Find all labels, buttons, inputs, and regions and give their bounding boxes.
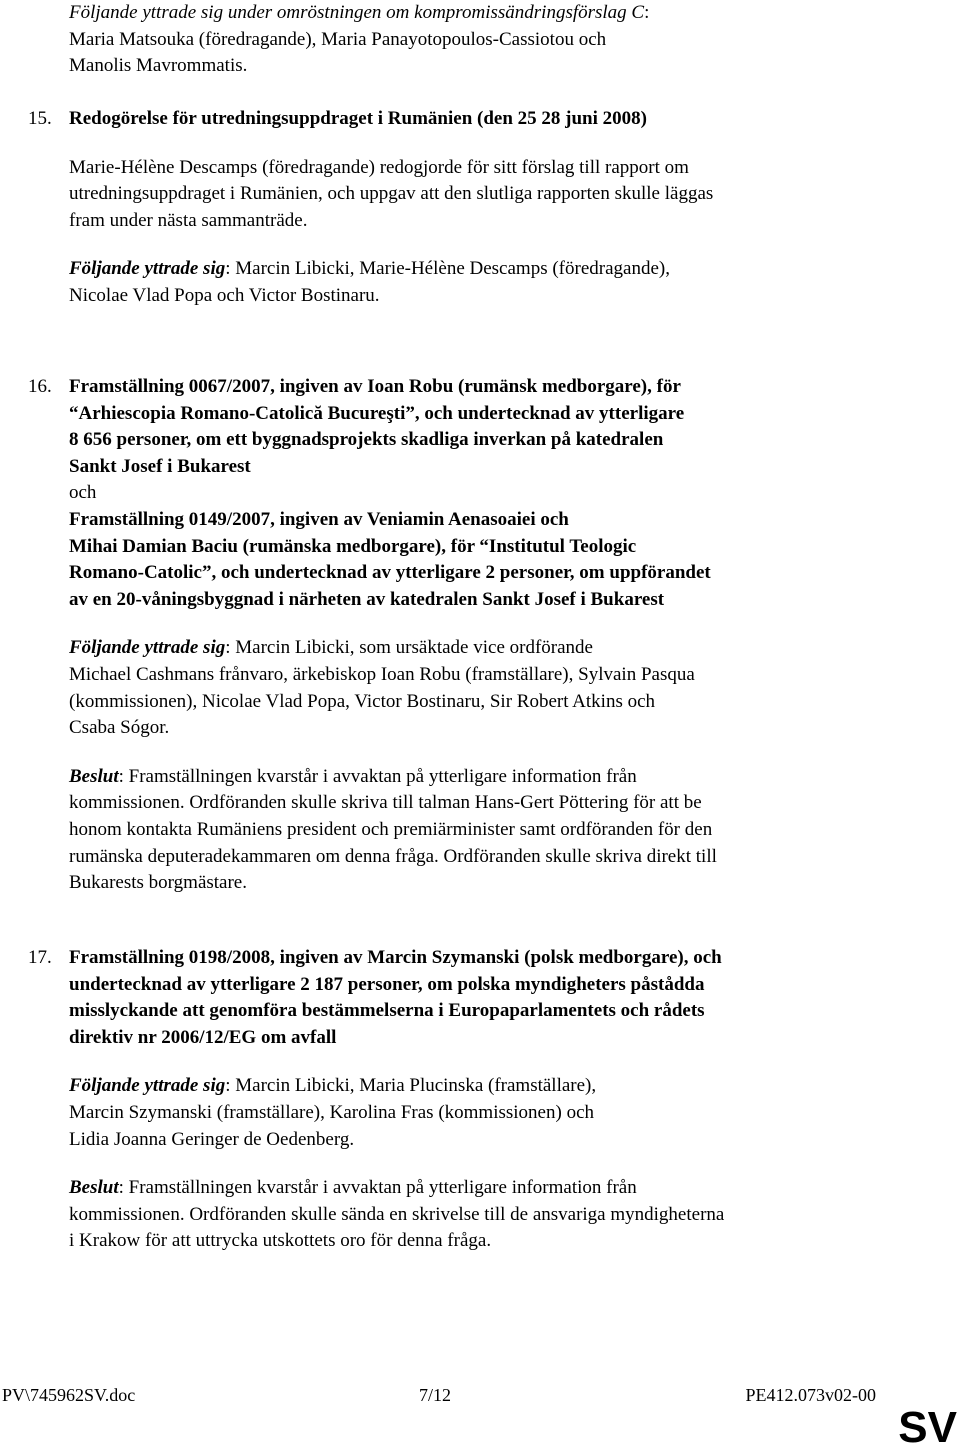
intro-line-2: Maria Matsouka (föredragande), Maria Panayotopoulos-Cassiotou och [69, 28, 607, 50]
intro-speakers [69, 0, 929, 80]
item-16-title-line: Sankt Josef i Bukarest [69, 455, 251, 477]
intro-line-3: Manolis Mavrommatis. [69, 55, 248, 77]
item-16-speakers-line: (kommissionen), Nicolae Vlad Popa, Victor Bostinaru, Sir Robert Atkins och [69, 690, 656, 712]
item-16-title2-line: Mihai Damian Baciu (rumänska medborgare), för “Institutul Teologic [69, 535, 637, 557]
item-15-body-line: fram under nästa sammanträde. [69, 209, 308, 231]
item-16-conjunction: och [69, 482, 97, 504]
item-17-speakers: Följande yttrade sig: Marcin Libicki, Maria Plucinska (framställare), [69, 1075, 597, 1097]
item-15 [69, 106, 929, 310]
item-17-decision: Beslut: Framställningen kvarstår i avvaktan på ytterligare information från [69, 1177, 637, 1199]
item-17-decision-line: i Krakow för att uttrycka utskottets oro för denna fråga. [69, 1230, 492, 1252]
item-16 [69, 374, 929, 897]
intro-line-1: Följande yttrade sig under omröstningen om kompromissändringsförslag C: [69, 2, 650, 23]
item-16-number: 16. [28, 376, 52, 397]
item-16-title2-line: Romano-Catolic”, och undertecknad av ytterligare 2 personer, om uppförandet [69, 562, 711, 584]
item-17-number: 17. [28, 947, 52, 968]
item-16-speakers-line: Csaba Sógor. [69, 717, 170, 739]
item-17-speakers-line: Marcin Szymanski (framställare), Karolina Fras (kommissionen) och [69, 1101, 594, 1123]
footer-reference: PE412.073v02-00 [745, 1385, 876, 1405]
item-17 [69, 945, 929, 1255]
item-16-title-line: Framställning 0067/2007, ingiven av Ioan Robu (rumänsk medborgare), för [69, 376, 681, 397]
item-15-body-line: Marie-Hélène Descamps (föredragande) redogjorde för sitt förslag till rapport om [69, 156, 689, 178]
item-17-title-line: direktiv nr 2006/12/EG om avfall [69, 1026, 337, 1048]
item-17-title-line: Framställning 0198/2008, ingiven av Marcin Szymanski (polsk medborgare), och [69, 947, 722, 968]
item-17-speakers-line: Lidia Joanna Geringer de Oedenberg. [69, 1128, 355, 1150]
item-16-title-line: “Arhiescopia Romano-Catolică Bucureşti”, och undertecknad av ytterligare [69, 402, 685, 424]
item-16-title2-line: Framställning 0149/2007, ingiven av Veniamin Aenasoaiei och [69, 508, 569, 530]
item-15-title: Redogörelse för utredningsuppdraget i Rumänien (den 25 28 juni 2008) [69, 108, 647, 129]
item-16-decision-line: Bukarests borgmästare. [69, 872, 247, 894]
item-15-number: 15. [28, 108, 52, 129]
item-17-title-line: misslyckande att genomföra bestämmelserna i Europaparlamentets och rådets [69, 1000, 705, 1022]
footer-doc-name: PV\745962SV.doc [2, 1385, 136, 1405]
item-17-decision-line: kommissionen. Ordföranden skulle sända en skrivelse till de ansvariga myndigheterna [69, 1203, 725, 1225]
item-15-speakers-line: Nicolae Vlad Popa och Victor Bostinaru. [69, 284, 380, 306]
item-16-decision: Beslut: Framställningen kvarstår i avvaktan på ytterligare information från [69, 765, 637, 787]
item-16-title-line: 8 656 personer, om ett byggnadsprojekts skadliga inverkan på katedralen [69, 429, 664, 451]
item-16-speakers-line: Michael Cashmans frånvaro, ärkebiskop Ioan Robu (framställare), Sylvain Pasqua [69, 663, 695, 685]
language-code: SV [898, 1403, 957, 1452]
item-16-title2-line: av en 20-våningsbyggnad i närheten av katedralen Sankt Josef i Bukarest [69, 588, 665, 610]
item-16-decision-line: rumänska deputeradekammaren om denna fråga. Ordföranden skulle skriva direkt till [69, 845, 717, 867]
item-17-title-line: undertecknad av ytterligare 2 187 personer, om polska myndigheters påstådda [69, 973, 705, 995]
item-16-decision-line: honom kontakta Rumäniens president och premiärminister samt ordföranden för den [69, 818, 713, 840]
item-16-decision-line: kommissionen. Ordföranden skulle skriva till talman Hans-Gert Pöttering för att be [69, 792, 702, 814]
item-16-speakers: Följande yttrade sig: Marcin Libicki, som ursäktade vice ordförande [69, 637, 593, 659]
item-15-speakers: Följande yttrade sig: Marcin Libicki, Marie-Hélène Descamps (föredragande), [69, 258, 670, 280]
footer-page-number: 7/12 [419, 1385, 452, 1405]
item-15-body-line: utredningsuppdraget i Rumänien, och uppgav att den slutliga rapporten skulle läggas [69, 183, 714, 205]
